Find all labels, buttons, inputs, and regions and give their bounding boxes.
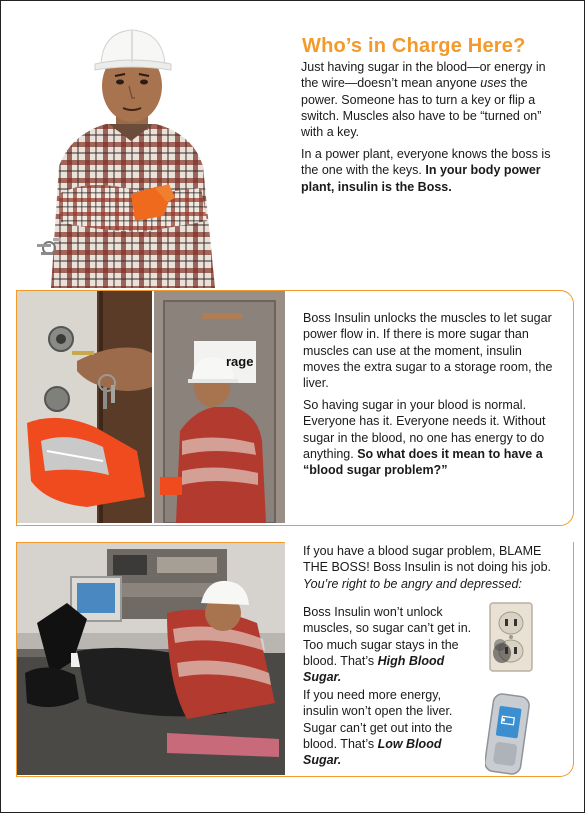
boss-insulin-paragraph: Boss Insulin unlocks the muscles to let sugar power flow in. If there is more sugar than muscles can use at the moment, insulin moves the extra sugar to a storage room, the liver. [303, 311, 553, 391]
intro-text-a: Just having sugar in the blood—or energy in the wire—doesn’t mean anyone [301, 60, 546, 91]
blame-boss-em: You’re right to be angry and depressed: [303, 576, 522, 591]
door-sign-text: rage [226, 354, 254, 369]
low-battery-phone-image [485, 693, 537, 775]
office-sleeping-worker-photo [17, 543, 285, 775]
power-plant-paragraph [301, 146, 556, 195]
blame-boss-text: If you have a blood sugar problem, BLAME THE BOSS! Boss Insulin is not doing his job. [303, 544, 552, 575]
unlock-door-closeup-photo [17, 291, 152, 523]
power-plant-text: In a power plant, everyone knows the boss is the one with the keys. [301, 147, 551, 178]
intro-text-em: uses [480, 76, 507, 91]
intro-text-b: the power. Someone has to turn a key or flip a switch. Muscles also have to be “turned on” with a key. [301, 76, 542, 140]
intro-paragraph [301, 59, 561, 140]
normal-sugar-bold: So what does it mean to have a “blood sugar problem?” [303, 446, 543, 478]
page-title: Who’s in Charge Here? [302, 35, 526, 57]
high-blood-sugar-paragraph [303, 604, 478, 685]
high-sugar-text: Boss Insulin won’t unlock muscles, so sugar can’t get in. Too much sugar stays in the blood. That’s [303, 605, 472, 668]
burnt-outlet-image [488, 601, 534, 673]
worker-portrait-photo [31, 16, 231, 288]
normal-sugar-paragraph [303, 397, 558, 478]
normal-sugar-text: So having sugar in your blood is normal. Everyone has it. Everyone needs it. Without sugar in the blood, no one has energy to do anything. [303, 398, 546, 461]
low-blood-sugar-paragraph [303, 687, 478, 768]
low-sugar-label: Low Blood Sugar. [303, 736, 442, 768]
storage-door-photo [154, 291, 285, 523]
power-plant-bold: In your body power plant, insulin is the Boss. [301, 163, 541, 194]
high-sugar-label: High Blood Sugar. [303, 653, 445, 685]
blame-boss-paragraph [303, 543, 565, 592]
low-sugar-text: If you need more energy, insulin won’t open the liver. Sugar can’t get out into the blood. That’s [303, 688, 453, 751]
